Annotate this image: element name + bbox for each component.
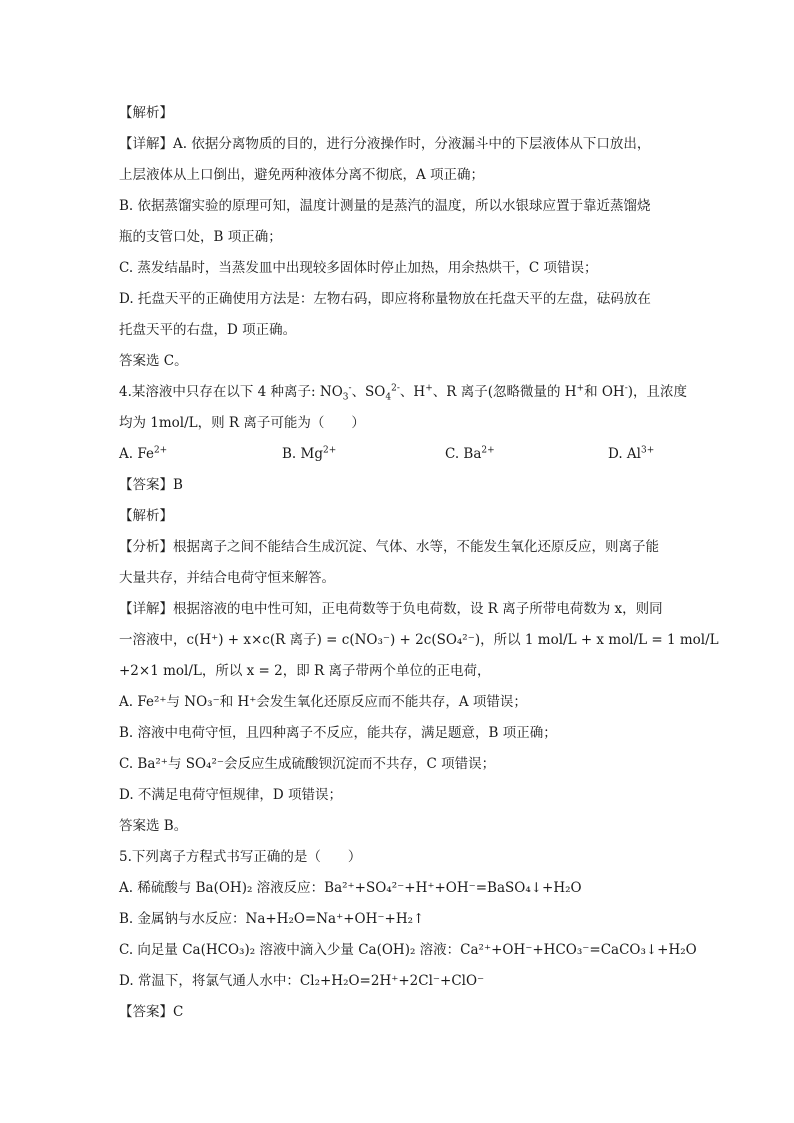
question-4-explain-c: C. Ba²⁺与 SO₄²⁻会反应生成硫酸钡沉淀而不共存，C 项错误； (119, 756, 496, 772)
text-line: D. 托盘天平的正确使用方法是：左物右码，即应将称量物放在托盘天平的左盘，砝码放在 (119, 291, 651, 307)
question-5-stem: 5.下列离子方程式书写正确的是（ ） (119, 849, 362, 865)
question-4-detail-1: 【详解】根据溶液的电中性可知，正电荷数等于负电荷数，设 R 离子所带电荷数为 x，则同 (119, 601, 663, 617)
question-5-option-a: A. 稀硫酸与 Ba(OH)₂ 溶液反应：Ba²⁺+SO₄²⁻+H⁺+OH⁻=BaSO₄↓+H₂O (119, 880, 582, 896)
question-4-answer: 【答案】B (119, 477, 183, 493)
text-line: 【详解】A. 依据分离物质的目的，进行分液操作时，分液漏斗中的下层液体从下口放出， (119, 136, 651, 152)
text-line: 【解析】 (119, 105, 173, 121)
text-line: C. 蒸发结晶时，当蒸发皿中出现较多固体时停止加热，用余热烘干，C 项错误； (119, 260, 598, 276)
option-d: D. $Al^{3+}$ (608, 445, 655, 462)
question-4-detail-3: +2×1 mol/L，所以 x = 2，即 R 离子带两个单位的正电荷， (119, 663, 491, 679)
question-4-options (119, 439, 679, 470)
question-4-explain-d: D. 不满足电荷守恒规律，D 项错误； (119, 787, 343, 803)
text-line: 上层液体从上口倒出，避免两种液体分离不彻底，A 项正确； (119, 167, 485, 183)
text-line: B. 依据蒸馏实验的原理可知，温度计测量的是蒸汽的温度，所以水银球应置于靠近蒸馏烧 (119, 198, 651, 214)
question-4-detail-2: 一溶液中，c(H⁺) + x×c(R 离子) = c(NO₃⁻) + 2c(SO₄²⁻)，所以 1 mol/L + x mol/L = 1 mol/L (119, 632, 719, 648)
text-line: 答案选 C。 (119, 353, 188, 369)
question-5-option-d: D. 常温下，将氯气通人水中：Cl₂+H₂O=2H⁺+2Cl⁻+ClO⁻ (119, 973, 485, 989)
question-5-option-b: B. 金属钠与水反应：Na+H₂O=Na⁺+OH⁻+H₂↑ (119, 911, 425, 927)
question-4-final: 答案选 B。 (119, 818, 188, 834)
text-line: 托盘天平的右盘，D 项正确。 (119, 322, 297, 338)
document-page (119, 98, 719, 1028)
option-c: C. $Ba^{2+}$ (445, 445, 495, 462)
question-5-option-c: C. 向足量 Ca(HCO₃)₂ 溶液中滴入少量 Ca(OH)₂ 溶液：Ca²⁺+OH⁻+HCO₃⁻=CaCO₃↓+H₂O (119, 942, 697, 958)
question-4-analysis-2: 大量共存，并结合电荷守恒来解答。 (119, 570, 335, 586)
question-5-answer: 【答案】C (119, 1004, 184, 1020)
option-a: A. $Fe^{2+}$ (119, 445, 168, 462)
question-4-explain-b: B. 溶液中电荷守恒，且四种离子不反应，能共存，满足题意，B 项正确； (119, 725, 557, 741)
text-line: 瓶的支管口处，B 项正确； (119, 229, 282, 245)
question-4-explain-a: A. Fe²⁺与 NO₃⁻和 H⁺会发生氧化还原反应而不能共存，A 项错误； (119, 694, 527, 710)
question-4-stem-line2: 均为 1mol/L，则 R 离子可能为（ ） (119, 415, 365, 431)
question-4-jiexi: 【解析】 (119, 508, 173, 524)
question-4-analysis-1: 【分析】根据离子之间不能结合生成沉淀、气体、水等，不能发生氧化还原反应，则离子能 (119, 539, 659, 555)
option-b: B. $Mg^{2+}$ (282, 445, 337, 462)
question-4-stem: 4.某溶液中只存在以下 4 种离子: $NO_3^-$、$SO_4^{2-}$、H+、R 离子(忽略微量的 H+和 OH-)，且浓度 (119, 383, 688, 403)
